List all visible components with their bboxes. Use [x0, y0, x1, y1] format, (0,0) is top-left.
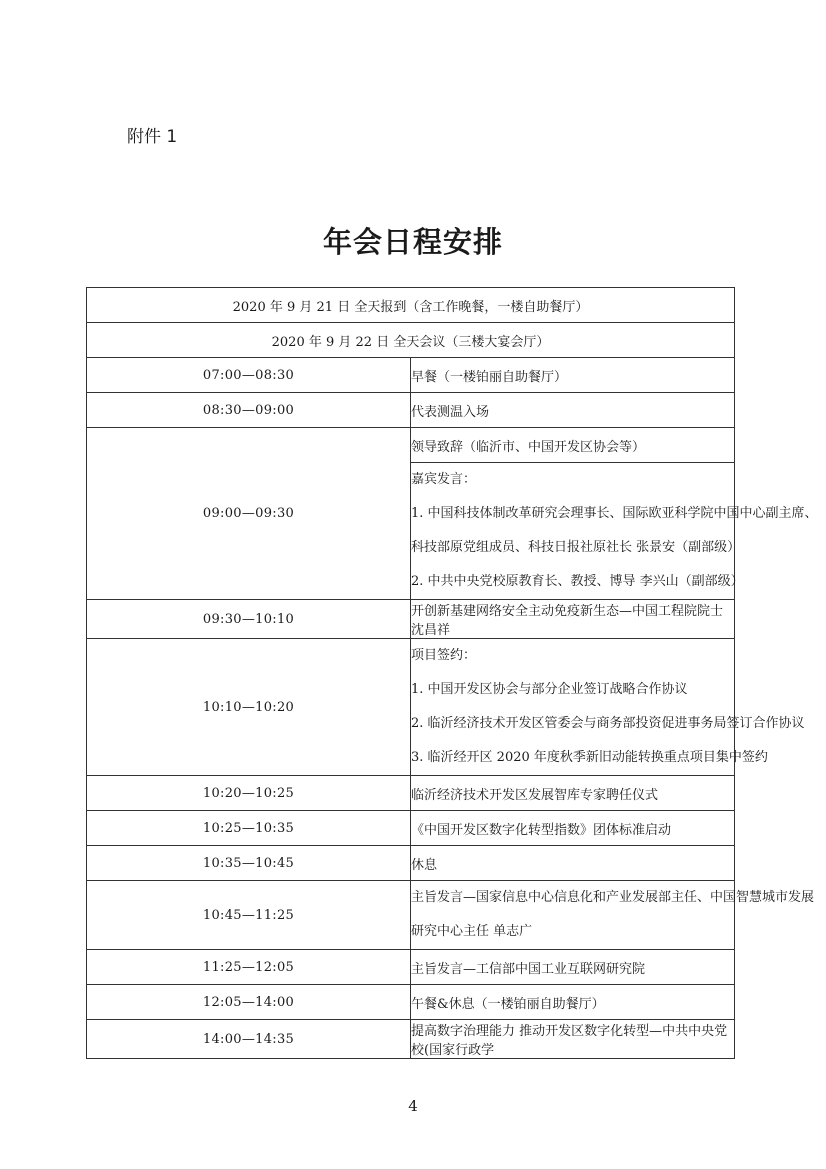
table-row — [87, 323, 735, 358]
event-cell: 休息 — [411, 846, 735, 881]
event-line: 嘉宾发言： — [411, 472, 477, 487]
event-line: 2. 临沂经济技术开发区管委会与商务部投资促进事务局签订合作协议 — [411, 716, 805, 731]
table-row — [87, 950, 735, 985]
table-row — [87, 288, 735, 323]
table-row — [87, 985, 735, 1020]
time-cell: 11:25—12:05 — [87, 950, 411, 985]
event-line: 3. 临沂经开区 2020 年度秋季新旧动能转换重点项目集中签约 — [411, 750, 768, 765]
table-row — [87, 1020, 735, 1059]
event-cell: 开创新基建网络安全主动免疫新生态—中国工程院院士 沈昌祥 — [411, 600, 735, 639]
event-line: 2. 中共中央党校原教育长、教授、博导 李兴山（副部级） — [411, 574, 744, 589]
time-cell: 09:30—10:10 — [87, 600, 411, 639]
time-cell: 12:05—14:00 — [87, 985, 411, 1020]
time-cell: 10:35—10:45 — [87, 846, 411, 881]
table-row — [87, 393, 735, 428]
event-cell: 午餐&休息（一楼铂丽自助餐厅） — [411, 985, 735, 1020]
table-row — [87, 846, 735, 881]
event-line: 主旨发言—国家信息中心信息化和产业发展部主任、中国智慧城市发展 — [411, 890, 815, 905]
event-cell — [411, 639, 805, 776]
event-line: 研究中心主任 单志广 — [411, 924, 533, 939]
table-row — [87, 428, 735, 463]
event-cell: 提高数字治理能力 推动开发区数字化转型—中共中央党校(国家行政学 — [411, 1020, 735, 1059]
event-cell — [411, 881, 815, 950]
event-cell: 主旨发言—工信部中国工业互联网研究院 — [411, 950, 735, 985]
time-cell: 10:20—10:25 — [87, 776, 411, 811]
time-cell: 10:45—11:25 — [87, 881, 411, 950]
table-row — [87, 881, 735, 950]
event-cell: 领导致辞（临沂市、中国开发区协会等） — [411, 428, 735, 463]
day2-header: 2020 年 9 月 22 日 全天会议（三楼大宴会厅） — [87, 323, 735, 358]
table-row — [87, 639, 735, 776]
event-line: 1. 中国科技体制改革研究会理事长、国际欧亚科学院中国中心副主席、 — [411, 506, 818, 521]
time-cell: 10:10—10:20 — [87, 639, 411, 776]
table-row — [87, 358, 735, 393]
time-cell: 07:00—08:30 — [87, 358, 411, 393]
time-cell: 10:25—10:35 — [87, 811, 411, 846]
event-cell: 《中国开发区数字化转型指数》团体标准启动 — [411, 811, 735, 846]
day1-header: 2020 年 9 月 21 日 全天报到（含工作晚餐，一楼自助餐厅） — [87, 288, 735, 323]
table-row — [87, 811, 735, 846]
event-line: 科技部原党组成员、科技日报社原社长 张景安（副部级） — [411, 540, 741, 555]
event-line: 项目签约： — [411, 648, 477, 663]
event-cell: 早餐（一楼铂丽自助餐厅） — [411, 358, 735, 393]
event-cell: 临沂经济技术开发区发展智库专家聘任仪式 — [411, 776, 735, 811]
event-line: 1. 中国开发区协会与部分企业签订战略合作协议 — [411, 682, 688, 697]
time-cell: 09:00—09:30 — [87, 428, 411, 600]
page-number: 4 — [408, 1097, 418, 1115]
event-cell — [411, 463, 818, 600]
table-row — [87, 600, 735, 639]
attachment-label: 附件 1 — [127, 127, 178, 147]
event-cell: 代表测温入场 — [411, 393, 735, 428]
time-cell: 14:00—14:35 — [87, 1020, 411, 1059]
time-cell: 08:30—09:00 — [87, 393, 411, 428]
schedule-table — [86, 287, 818, 1059]
page-title: 年会日程安排 — [322, 225, 503, 259]
table-row — [87, 776, 735, 811]
